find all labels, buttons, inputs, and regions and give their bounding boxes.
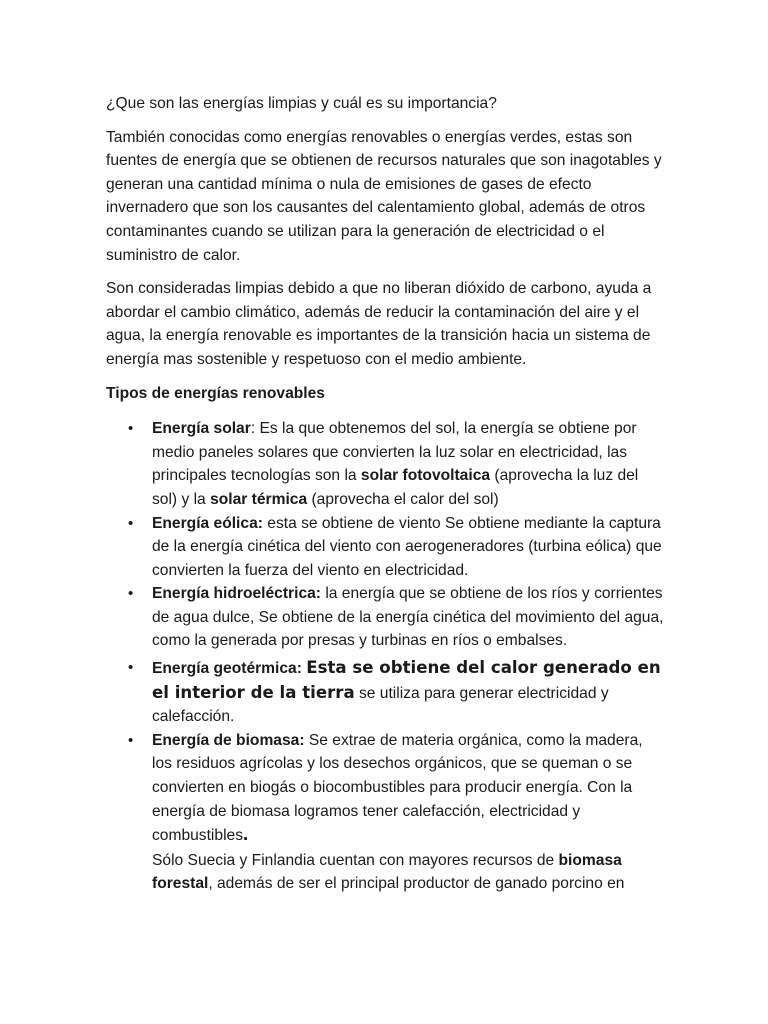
biomasa-extra [152, 849, 666, 896]
bullet-icon: • [128, 585, 134, 603]
section-heading: Tipos de energías renovables [106, 384, 325, 402]
list-item-solar [128, 417, 666, 511]
geo-big-text: Esta se obtiene del calor generado en el interior de la tierra [152, 658, 661, 702]
list-item-geotermica [128, 656, 666, 729]
hidro-text: la energía que se obtiene de los ríos y corrientes de agua dulce, Se obtiene de la energía cinética del movimiento del agua, como la generada por presas y turbinas en ríos o embalses. [152, 585, 664, 650]
solar-bold-fotovoltaica: solar fotovoltaica [360, 467, 491, 485]
solar-label: Energía solar [152, 420, 251, 438]
paragraph-importance: Son consideradas limpias debido a que no liberan dióxido de carbono, ayuda a abordar el cambio climático, además de reducir la contaminación del aire y el agua, la energía renovable es importantes de la transición hacia un sistema de energía mas sostenible y respetuoso con el medio ambiente. [106, 280, 652, 368]
list-item-eolica [128, 512, 666, 583]
hidro-label: Energía hidroeléctrica: [152, 585, 321, 603]
question-title: ¿Que son las energías limpias y cuál es su importancia? [106, 95, 497, 112]
solar-text-c: (aprovecha el calor del sol) [307, 490, 499, 508]
bullet-icon: • [128, 659, 134, 677]
biomasa-text: Se extrae de materia orgánica, como la madera, los residuos agrícolas y los desechos orgánicos, que se queman o se convierten en biogás o biocombustibles para producir energía. Con la energía de biomasa logramos tener calefacción, electricidad y combustibles [152, 731, 643, 845]
bullet-icon: • [128, 420, 134, 438]
renewable-types-list [106, 417, 666, 896]
bullet-icon: • [128, 514, 134, 532]
eolica-label: Energía eólica: [152, 514, 263, 532]
geo-label: Energía geotérmica: [152, 660, 307, 678]
biomasa-dot: . [243, 824, 249, 846]
paragraph-definition: También conocidas como energías renovables o energías verdes, estas son fuentes de energía que se obtienen de recursos naturales que son inagotables y generan una cantidad mínima o nula de emisiones de gases de efecto invernadero que son los causantes del calentamiento global, además de otros contaminantes cuando se utilizan para la generación de electricidad o el suministro de calor. [106, 128, 662, 264]
solar-bold-termica: solar térmica [210, 490, 308, 508]
biomasa-extra-b: , además de ser el principal productor de ganado porcino en [208, 875, 625, 893]
solar-text-b: (aprovecha la luz del sol) y la [152, 467, 639, 508]
biomasa-extra-bold: biomasa forestal [152, 851, 622, 893]
document-page [106, 92, 666, 896]
eolica-text: esta se obtiene de viento Se obtiene mediante la captura de la energía cinética del viento con aerogeneradores (turbina eólica) que convierten la fuerza del viento en electricidad. [152, 514, 662, 579]
biomasa-extra-a: Sólo Suecia y Finlandia cuentan con mayores recursos de [152, 851, 559, 869]
biomasa-label: Energía de biomasa: [152, 731, 305, 749]
list-item-biomasa [128, 729, 666, 896]
solar-text-a: : Es la que obtenemos del sol, la energía se obtiene por medio paneles solares que convierten la luz solar en electricidad, las principales tecnologías son la [152, 420, 637, 485]
geo-text: se utiliza para generar electricidad y calefacción. [152, 684, 609, 726]
bullet-icon: • [128, 731, 134, 749]
list-item-hidroelectrica [128, 582, 666, 653]
